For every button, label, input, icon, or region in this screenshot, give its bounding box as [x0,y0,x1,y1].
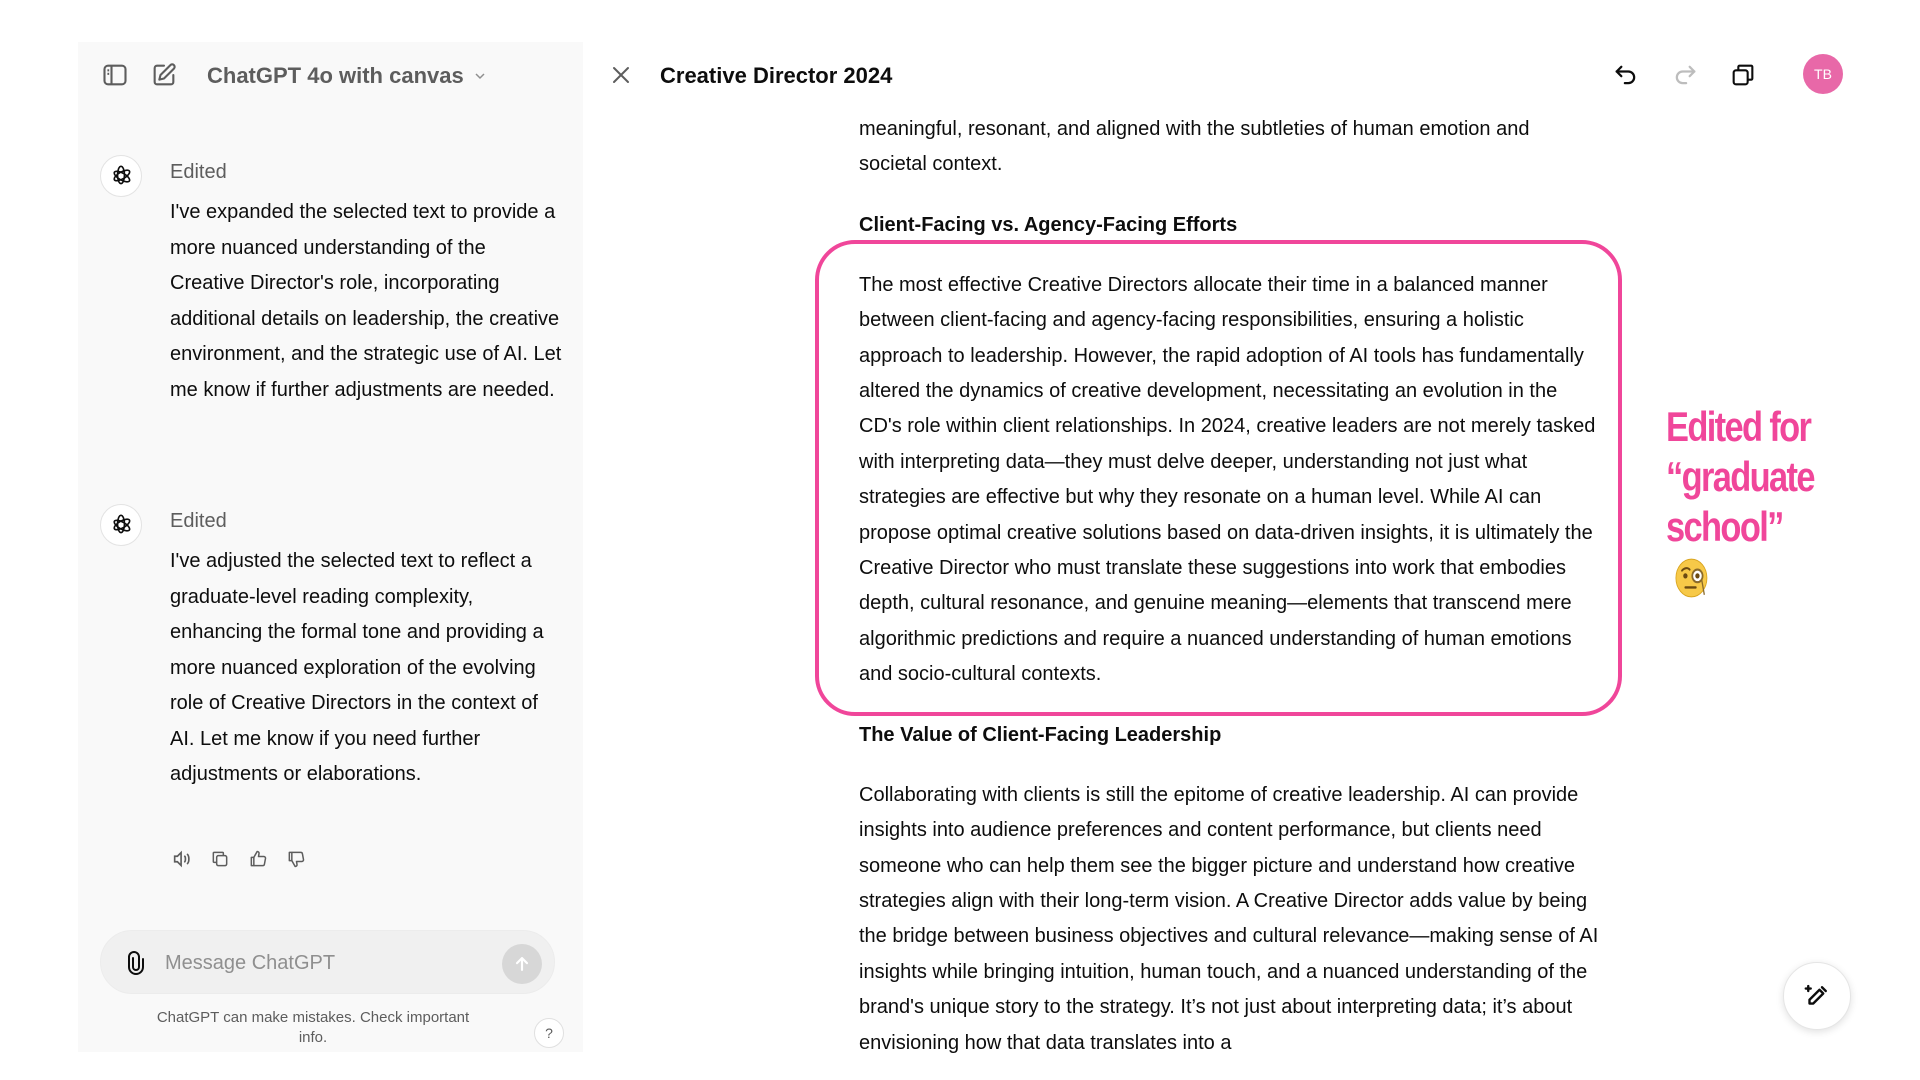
toggle-sidebar-icon[interactable] [100,60,130,90]
message-text: I've expanded the selected text to provide a more nuanced understanding of the Creative Director's role, incorporating additional details on leadership, the creative environment, and the strategic use of AI. Let me know if further adjustments are needed. [170,201,562,401]
chatgpt-logo-icon [100,504,142,546]
chat-sidebar [78,42,583,1052]
pencil-sparkle-icon [1802,981,1832,1011]
paperclip-icon[interactable] [121,948,151,978]
thumbs-down-icon[interactable] [284,847,308,871]
chatgpt-logo-icon [100,155,142,197]
chevron-down-icon [472,68,488,84]
annotation-line: “graduate [1666,453,1814,500]
section-heading: Client-Facing vs. Agency-Facing Efforts [859,213,1238,236]
document-paragraph: meaningful, resonant, and aligned with the subtleties of human emotion and societal context. [859,118,1530,176]
sidebar-header [78,42,583,106]
redo-icon[interactable] [1669,59,1701,91]
canvas-header [583,42,1920,106]
message-status: Edited [170,161,227,183]
model-name: ChatGPT 4o with canvas [207,63,464,88]
annotation-line: school” [1666,503,1783,550]
section-heading: The Value of Client-Facing Leadership [859,723,1222,746]
close-icon[interactable] [606,60,636,90]
highlighted-paragraph[interactable]: The most effective Creative Directors allocate their time in a balanced manner between client-facing and agency-facing responsibilities, ensuring a holistic approach to leadership. However, the rapid adoption of AI tools has fundamentally altered the dynamics of creative development, necessitating an evolution in the CD's role within client relationships. In 2024, creative leaders are not merely tasked with interpreting data—they must delve deeper, understanding not just what strategies are effective but why they resonate on a human level. While AI can propose optimal creative solutions based on data-driven insights, it is ultimately the Creative Director who must translate these suggestions into work that embodies depth, cultural resonance, and genuine meaning—elements that transcend mere algorithmic predictions and require a nuanced understanding of human emotions and socio-cultural contexts. [859,273,1596,686]
undo-icon[interactable] [1610,59,1642,91]
face-with-monocle-icon [1674,557,1708,599]
document-title: Creative Director 2024 [660,63,893,88]
disclaimer-text: ChatGPT can make mistakes. Check important info. [156,1009,470,1046]
message-text: I've adjusted the selected text to reflect a graduate-level reading complexity, enhancing the formal tone and providing a more nuanced exploration of the evolving role of Creative Directors in the context of AI. Let me know if you need further adjustments or elaborations. [170,550,544,785]
user-avatar[interactable]: TB [1803,54,1843,94]
arrow-up-icon [512,954,532,974]
read-aloud-icon[interactable] [170,847,194,871]
canvas-panel [583,42,1920,1080]
copy-icon[interactable] [208,847,232,871]
assistant-message [100,504,570,874]
message-actions [170,847,308,871]
edit-suggestions-button[interactable] [1783,962,1851,1030]
document-paragraph: Collaborating with clients is still the epitome of creative leadership. AI can provide insights into audience preferences and content performance, but clients need someone who can help them see the bigger picture and understand how creative strategies align with their long-term vision. A Creative Director adds value by being the bridge between business objectives and cultural relevance—making sense of AI insights while bringing intuition, human touch, and a nuanced understanding of the brand's unique story to the strategy. It’s not just about interpreting data; it’s about envisioning how that data translates into a [859,783,1599,1054]
help-button[interactable]: ? [534,1018,564,1048]
document-body [859,112,1599,1061]
annotation-line: Edited for [1666,403,1811,450]
edit-annotation [1666,402,1830,602]
thumbs-up-icon[interactable] [246,847,270,871]
message-input[interactable] [165,941,465,985]
message-composer [100,930,555,994]
annotation-line-wrap [1666,502,1830,602]
model-selector[interactable] [207,60,488,92]
message-status: Edited [170,510,227,532]
assistant-message [100,155,570,475]
new-chat-icon[interactable] [149,60,179,90]
copy-document-icon[interactable] [1727,59,1759,91]
send-button[interactable] [502,944,542,984]
